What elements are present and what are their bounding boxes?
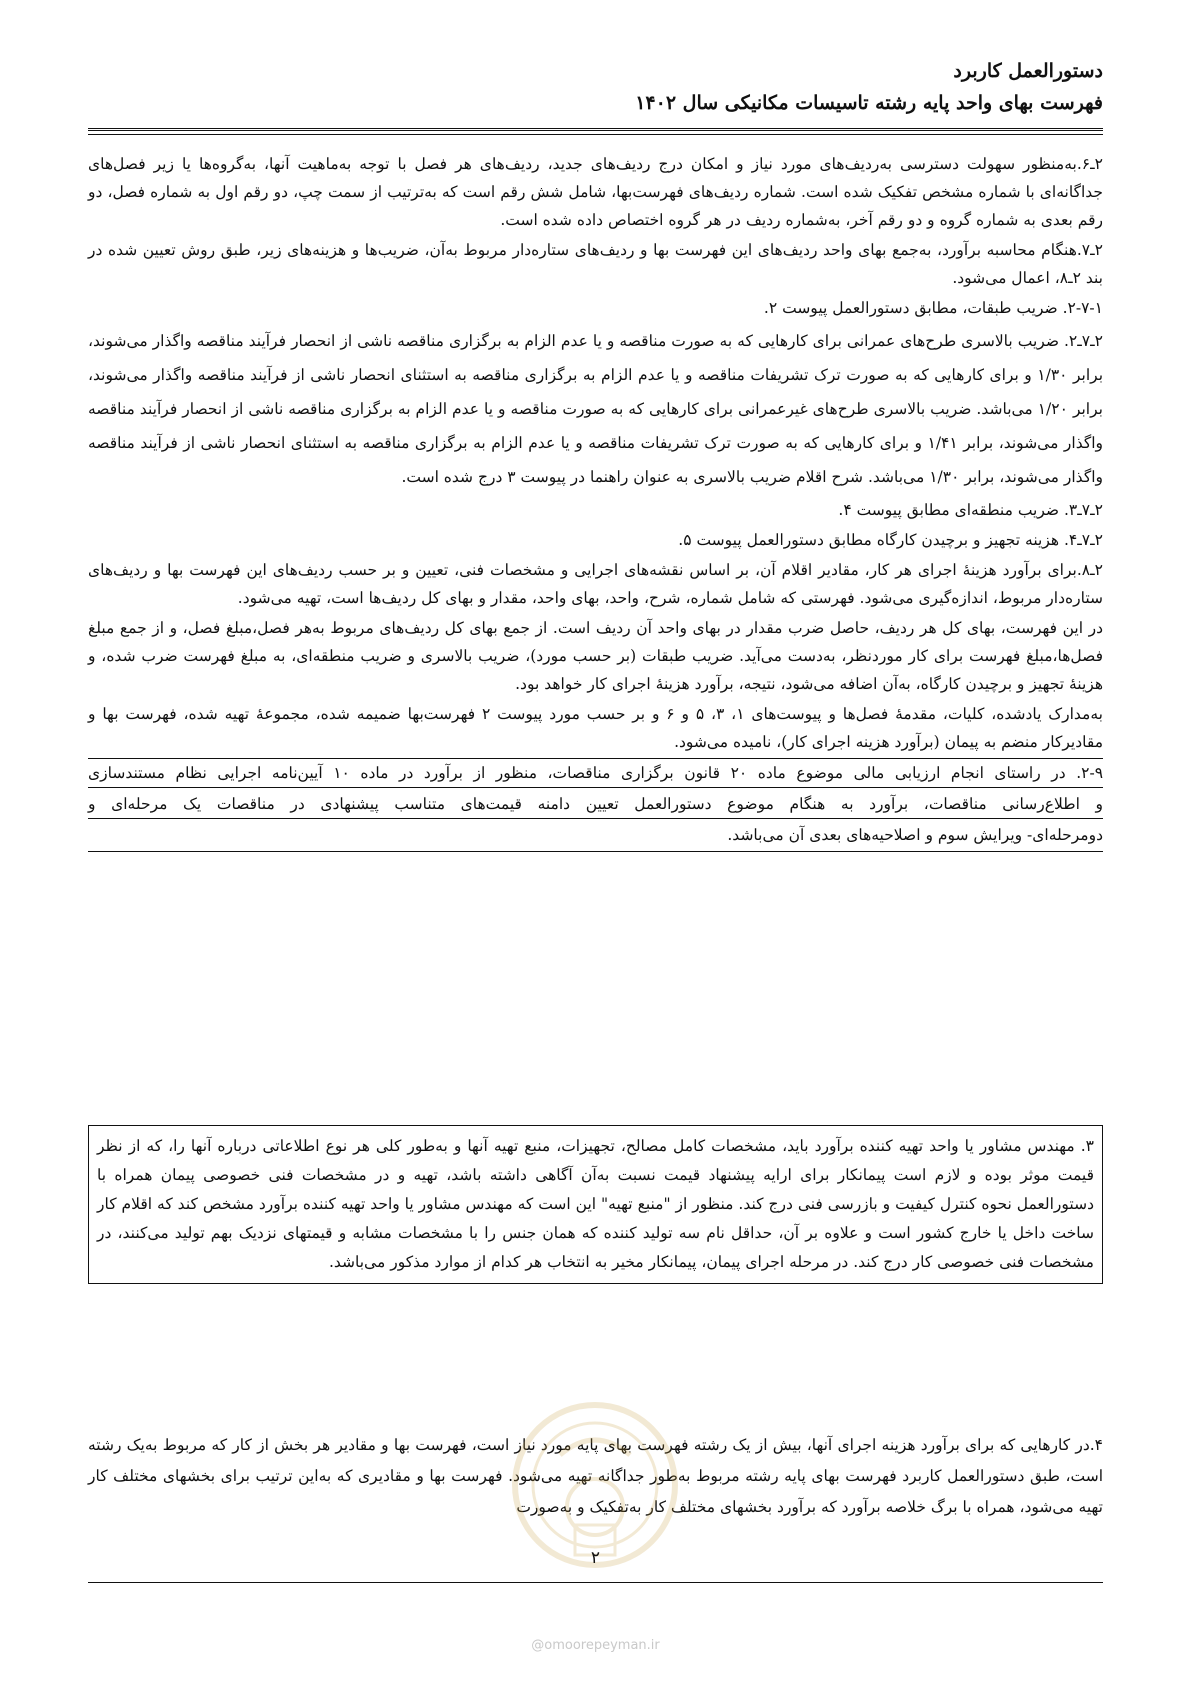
paragraph-2-8-b: در این فهرست، بهای کل هر ردیف، حاصل ضرب مقدار در بهای واحد آن ردیف است. از جمع بهای کل ردیف‌های مربوط به‌هر فصل،مبلغ فصل، و از جمع مبلغ فصل‌ها،مبلغ فهرست برای کار موردنظر، به‌دست می‌آید. ضریب طبقات (بر حسب مورد)، ضریب بالاسری و ضریب منطقه‌ای، به مبلغ فهرست ضرب شده، و هزینهٔ تجهیز و برچیدن کارگاه، به‌آن اضافه می‌شود، نتیجه، برآورد هزینهٔ اجرای کار خواهد بود. (88, 619, 1103, 693)
paragraph-2-7-4: ۲ـ۷ـ۴. هزینه تجهیز و برچیدن کارگاه مطابق دستورالعمل پیوست ۵. (678, 531, 1103, 549)
boxed-note-3: ۳. مهندس مشاور یا واحد تهیه کننده برآورد باید، مشخصات کامل مصالح، تجهیزات، منبع تهیه آنها و به‌طور کلی هر نوع اطلاعاتی درباره آنها را، که از نظر قیمت موثر بوده و لازم است پیمانکار برای ارایه پیشنهاد قیمت نسبت به‌آن آگاهی داشته باشد، تهیه و در مشخصات فنی خصوصی پیمان همراه با دستورالعمل نحوه کنترل کیفیت و بازرسی فنی درج کند. منظور از "منبع تهیه" این است که مهندس مشاور یا واحد تهیه کننده برآورد مشخص کند که اقلام کار ساخت داخل یا خارج کشور است و علاوه بر آن، حداقل نام سه تولید کننده که همان جنس را با مشخصات مشابه و قیمتهای نزدیک بهم تولید می‌کنند، در مشخصات فنی خصوصی کار درج کند. در مرحله اجرای پیمان، پیمانکار مخیر به انتخاب هر کدام از موارد مذکور می‌باشد. (88, 1125, 1103, 1284)
paragraph-2-6: ۲ـ۶.به‌منظور سهولت دسترسی به‌ردیف‌های مورد نیاز و امکان درج ردیف‌های جدید، ردیف‌های هر فصل با توجه به‌ماهیت آنها، به‌گروه‌ها یا زیر فصل‌های جداگانه‌ای با شماره مشخص تفکیک شده است. شماره ردیف‌های فهرست‌بها، شامل شش رقم است که به‌ترتیب از سمت چپ، دو رقم اول به شماره فصل، دو رقم بعدی به شماره گروه و دو رقم آخر، به‌شماره ردیف در هر گروه اختصاص داده شده است. (88, 155, 1103, 229)
header-title: دستورالعمل کاربرد (953, 60, 1103, 82)
paragraph-2-7-1: ۲-۷-۱. ضریب طبقات، مطابق دستورالعمل پیوست ۲. (763, 299, 1103, 317)
footer-rule (88, 1582, 1103, 1583)
paragraph-2-7: ۲ـ۷.هنگام محاسبه برآورد، به‌جمع بهای واحد ردیف‌های این فهرست بها و ردیف‌های ستاره‌دار مربوط به‌آن، ضریب‌ها و هزینه‌های زیر، طبق روش تعیین شده در بند ۲ـ۸، اعمال می‌شود. (88, 241, 1103, 287)
amendment-line-2: و اطلاع‌رسانی مناقصات، برآورد به هنگام موضوع دستورالعمل تعیین دامنه قیمت‌های متناسب پیشنهادی در مناقصات یک مرحله‌ای و (88, 790, 1103, 819)
paragraph-4: ۴.در کارهایی که برای برآورد هزینه اجرای آنها، بیش از یک رشته فهرست بهای پایه مورد نیاز است، فهرست بها و مقادیر هر بخش از کار که مربوط به‌یک رشته است، طبق دستورالعمل کاربرد فهرست بهای پایه رشته مربوط به‌طور جداگانه تهیه می‌شود. فهرست بها و مقادیری که به‌این ترتیب برای بخشهای مختلف کار تهیه می‌شود، همراه با برگ خلاصه برآورد که برآورد بخشهای مختلف کار به‌تفکیک و به‌صورت (88, 1436, 1103, 1516)
amendment-line-1: ۲-۹. در راستای انجام ارزیابی مالی موضوع ماده ۲۰ قانون برگزاری مناقصات، منظور از برآورد در ماده ۱۰ آیین‌نامه اجرایی نظام مستندسازی (88, 759, 1103, 788)
document-body (88, 150, 1103, 852)
paragraph-2-8-c: به‌مدارک یادشده، کلیات، مقدمهٔ فصل‌ها و پیوست‌های ۱، ۳، ۵ و ۶ و بر حسب مورد پیوست ۲ فهرست‌بها ضمیمه شده، مجموعهٔ تهیه شده، فهرست بها و مقادیرکار منضم به پیمان (برآورد هزینه اجرای کار)، نامیده می‌شود. (88, 705, 1103, 751)
footer-watermark-text: @omoorepeyman.ir (531, 1638, 660, 1653)
page-number: ۲ (590, 1548, 601, 1568)
amendment-2-9 (88, 758, 1103, 852)
header-subtitle: فهرست بهای واحد پایه رشته تاسیسات مکانیکی سال ۱۴۰۲ (635, 92, 1103, 114)
amendment-line-3: دومرحله‌ای- ویرایش سوم و اصلاحیه‌های بعدی آن می‌باشد. (727, 826, 1103, 844)
header-rule (88, 128, 1103, 135)
paragraph-2-7-2: ۲ـ۷ـ۲. ضریب بالاسری طرح‌های عمرانی برای کارهایی که به صورت مناقصه و یا عدم الزام به برگزاری مناقصه ناشی از انحصار فرآیند مناقصه واگذار می‌شوند، برابر ۱/۳۰ و برای کارهایی که به صورت ترک تشریفات مناقصه و یا عدم الزام به برگزاری مناقصه به استثنای انحصار ناشی از فرآیند مناقصه واگذار می‌شوند، برابر ۱/۲۰ می‌باشد. ضریب بالاسری طرح‌های غیرعمرانی برای کارهایی که به صورت مناقصه و یا عدم الزام به برگزاری مناقصه ناشی از انحصار فرآیند مناقصه واگذار می‌شوند، برابر ۱/۴۱ و برای کارهایی که به صورت ترک تشریفات مناقصه و یا عدم الزام به برگزاری مناقصه به استثنای انحصار ناشی از فرآیند مناقصه واگذار می‌شوند، برابر ۱/۳۰ می‌باشد. شرح اقلام ضریب بالاسری به عنوان راهنما در پیوست ۳ درج شده است. (88, 332, 1104, 486)
paragraph-2-7-3: ۲ـ۷ـ۳. ضریب منطقه‌ای مطابق پیوست ۴. (838, 501, 1103, 519)
page-header (88, 55, 1103, 119)
paragraph-2-8: ۲ـ۸.برای برآورد هزینهٔ اجرای هر کار، مقادیر اقلام آن، بر اساس نقشه‌های اجرایی و مشخصات فنی، تعیین و بر حسب ردیف‌های این فهرست بها و ردیف‌های ستاره‌دار مربوط، اندازه‌گیری می‌شود. فهرستی که شامل شماره، شرح، واحد، بهای واحد، مقدار و بهای کل ردیف‌ها است، تهیه می‌شود. (88, 561, 1103, 607)
